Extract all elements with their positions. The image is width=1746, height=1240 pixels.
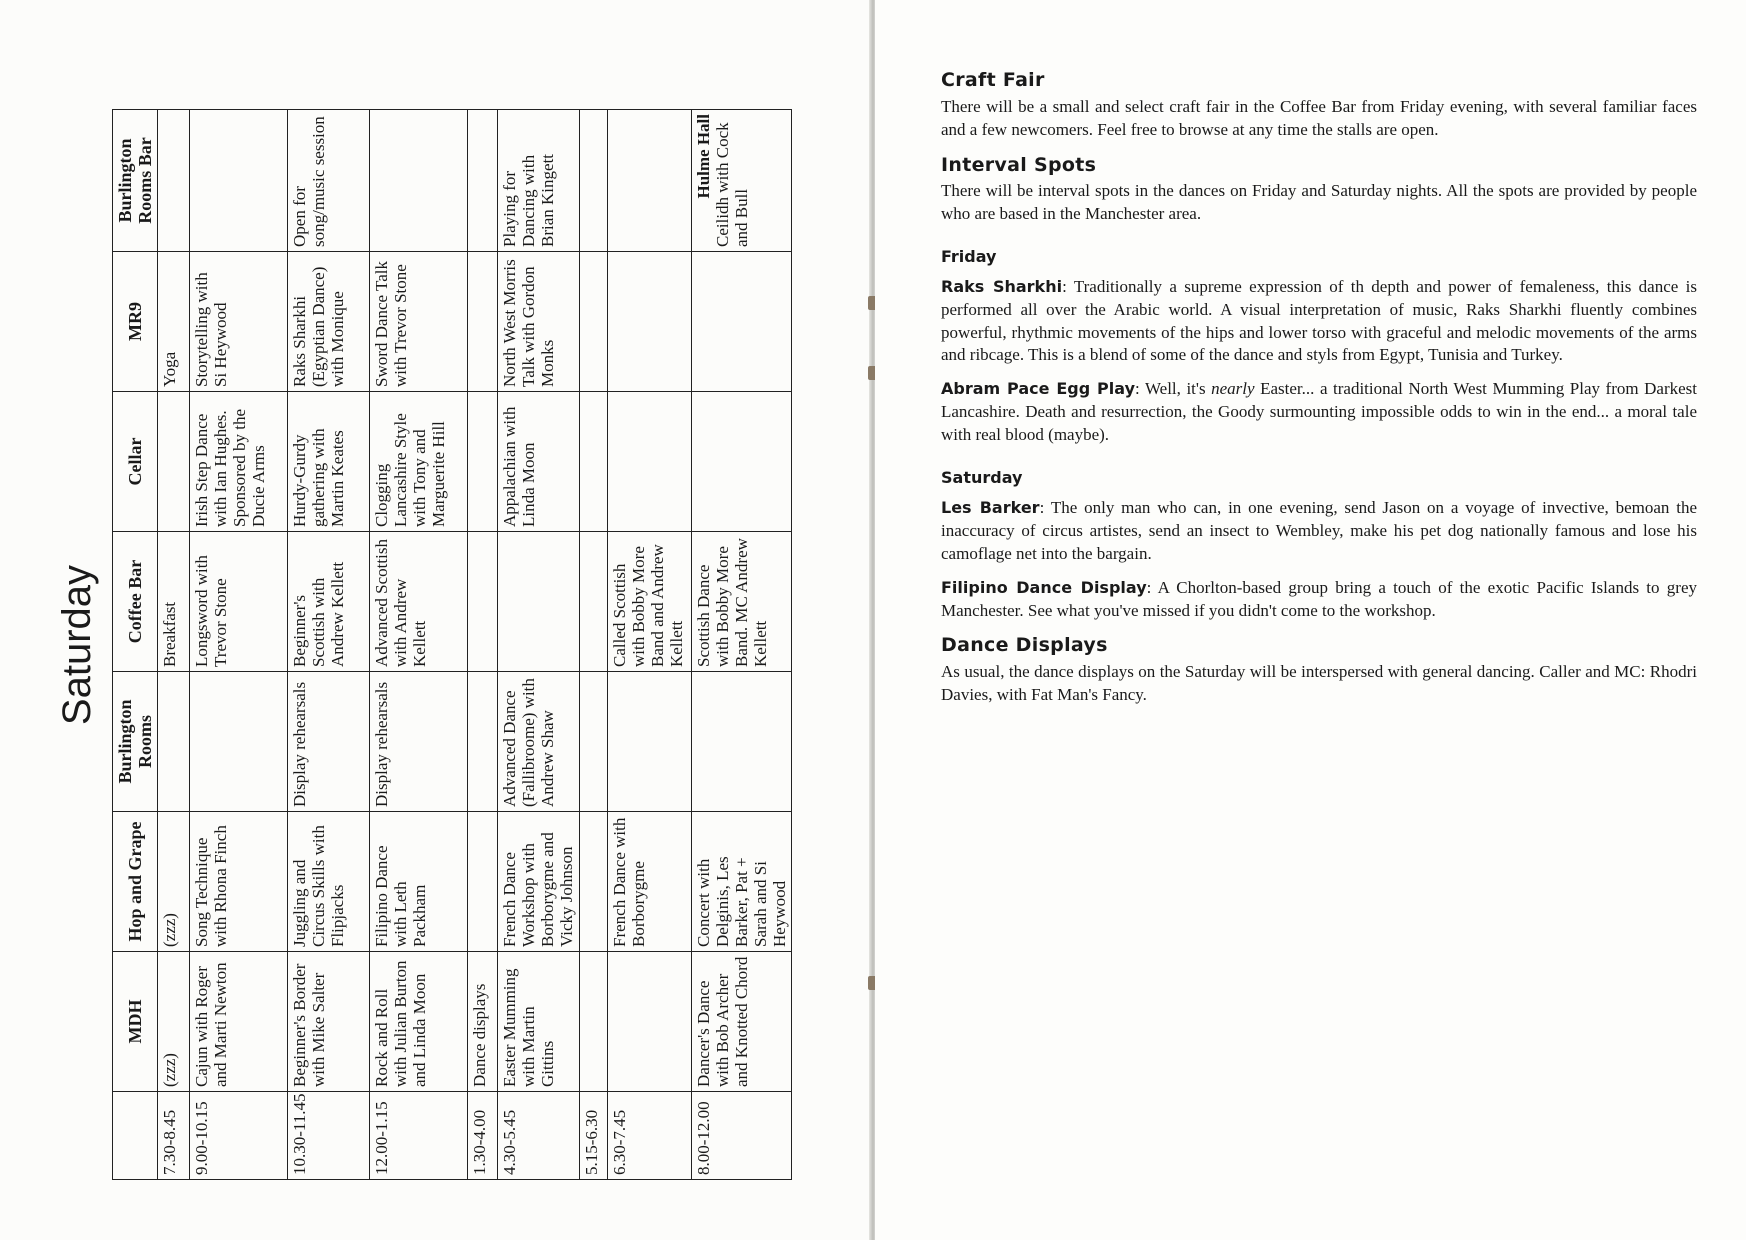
time-cell: 5.15-6.30 [580, 1092, 608, 1180]
table-row [288, 110, 370, 1180]
burlington-cell: Display rehearsals [288, 672, 370, 812]
cellar-cell [608, 392, 692, 532]
cellar-cell: Hurdy-Gurdy gathering with Martin Keates [288, 392, 370, 532]
header-time [113, 1092, 158, 1180]
hulme-hall-title: Hulme Hall [694, 114, 714, 199]
time-cell: 8.00-12.00 [692, 1092, 792, 1180]
hulme-hall-event: Ceilidh with Cock and Bull [713, 122, 752, 247]
burlington-cell [580, 672, 608, 812]
table-row [370, 110, 468, 1180]
mr9-cell: Sword Dance Talk with Trevor Stone [370, 252, 468, 392]
time-cell: 4.30-5.45 [498, 1092, 580, 1180]
time-cell: 9.00-10.15 [190, 1092, 288, 1180]
raks-sharkhi-name: Raks Sharkhi [941, 276, 1063, 296]
filipino-paragraph [941, 577, 1697, 623]
coffee-cell: Breakfast [158, 532, 190, 672]
craft-fair-heading: Craft Fair [941, 69, 1045, 91]
mr9-cell [692, 252, 792, 392]
interval-spots-text: There will be interval spots in the dances on Friday and Saturday nights. All the spots are provided by people who are based in the Manchester area. [941, 181, 1697, 224]
hop-cell: Song Technique with Rhona Finch [190, 812, 288, 952]
filipino-text: : A Chorlton-based group bring a touch of the exotic Pacific Islands to grey Manchester. See what you've missed if you didn't come to the workshop. [941, 577, 1697, 620]
mr9-cell [580, 252, 608, 392]
hop-cell: (zzz) [158, 812, 190, 952]
mr9-cell: Yoga [158, 252, 190, 392]
cellar-cell: Appalachian with Linda Moon [498, 392, 580, 532]
mr9-cell: Raks Sharkhi (Egyptian Dance) with Monique [288, 252, 370, 392]
bar-cell: Open for song/music session [288, 110, 370, 252]
cellar-cell [158, 392, 190, 532]
mdh-cell: Dancer's Dance with Bob Archer and Knotted Chord [692, 952, 792, 1092]
abram-pace-egg-paragraph [941, 378, 1697, 447]
burlington-cell [608, 672, 692, 812]
mr9-cell [608, 252, 692, 392]
hop-cell: French Dance Workshop with Borborygme and Vicky Johnson [498, 812, 580, 952]
burlington-cell: Advanced Dance (Fallibroome) with Andrew Shaw [498, 672, 580, 812]
hop-cell [468, 812, 498, 952]
filipino-name: Filipino Dance Display [941, 577, 1147, 597]
dance-displays-text: As usual, the dance displays on the Saturday will be interspersed with general dancing. Caller and MC: Rhodri Davies, with Fat Man's Fancy. [941, 662, 1697, 705]
mdh-cell: Cajun with Roger and Marti Newton [190, 952, 288, 1092]
right-page [875, 0, 1746, 1240]
time-cell: 7.30-8.45 [158, 1092, 190, 1180]
burlington-cell [158, 672, 190, 812]
burlington-cell: Display rehearsals [370, 672, 468, 812]
left-page [0, 0, 870, 1240]
les-barker-paragraph [941, 497, 1697, 566]
schedule-table [112, 109, 792, 1180]
cellar-cell [468, 392, 498, 532]
mr9-cell [468, 252, 498, 392]
day-title: Saturday [55, 564, 99, 726]
table-row [608, 110, 692, 1180]
raks-sharkhi-paragraph [941, 276, 1697, 368]
mdh-cell: Rock and Roll with Julian Burton and Linda Moon [370, 952, 468, 1092]
table-row [158, 110, 190, 1180]
friday-heading: Friday [941, 247, 997, 267]
burlington-cell [468, 672, 498, 812]
burlington-cell [692, 672, 792, 812]
coffee-cell: Longsword with Trevor Stone [190, 532, 288, 672]
cellar-cell: Irish Step Dance with Ian Hughes. Sponsored by the Ducie Arms [190, 392, 288, 532]
coffee-cell [580, 532, 608, 672]
craft-fair-text: There will be a small and select craft fair in the Coffee Bar from Friday evening, with several familiar faces and a few newcomers. Feel free to browse at any time the stalls are open. [941, 96, 1697, 139]
burlington-cell [190, 672, 288, 812]
timetable-rotated [50, 110, 810, 1180]
header-mdh: MDH [113, 952, 158, 1092]
abram-text-part2: Easter... a traditional North West Mumming Play from Darkest Lancashire. Death and resurrection, the Goody surmounting impossible odds to win in the end... a moral tale with real blood (maybe). [941, 379, 1698, 445]
bar-cell [158, 110, 190, 252]
coffee-cell: Advanced Scottish with Andrew Kellett [370, 532, 468, 672]
hop-cell: French Dance with Borborygme [608, 812, 692, 952]
bar-cell: Playing for Dancing with Brian Kingett [498, 110, 580, 252]
mdh-cell: (zzz) [158, 952, 190, 1092]
table-row [190, 110, 288, 1180]
coffee-cell: Called Scottish with Bobby More Band and Andrew Kellett [608, 532, 692, 672]
header-burlington-rooms-bar: Burlington Rooms Bar [113, 110, 158, 252]
bar-cell [190, 110, 288, 252]
header-row [113, 110, 158, 1180]
les-barker-name: Les Barker [941, 497, 1040, 517]
bar-cell [580, 110, 608, 252]
time-cell: 10.30-11.45 [288, 1092, 370, 1180]
table-row [498, 110, 580, 1180]
abram-emphasis: nearly [1211, 379, 1255, 399]
hop-cell: Concert with Delginis, Les Barker, Pat + Sarah and Si Heywood [692, 812, 792, 952]
cellar-cell [692, 392, 792, 532]
coffee-cell [468, 532, 498, 672]
time-cell: 1.30-4.00 [468, 1092, 498, 1180]
hop-cell [580, 812, 608, 952]
table-row [468, 110, 498, 1180]
interval-spots-heading: Interval Spots [941, 153, 1097, 176]
table-row [580, 110, 608, 1180]
raks-sharkhi-text: : Traditionally a supreme expression of th depth and power of femaleness, this dance is performed all over the Arabic world. A visual interpretation of music, Raks Sharkhi fluently combines powerful, rhythmic movements of the hips and lower torso with graceful and melodic movements of the arms and ribcage. This is a blend of some of the dance and styls from Egypt, Tunisia and Turkey. [941, 276, 1697, 365]
hop-cell: Juggling and Circus Skills with Flipjacks [288, 812, 370, 952]
bar-cell [692, 110, 792, 252]
notes-content [941, 68, 1697, 718]
header-burlington-rooms: Burlington Rooms [113, 672, 158, 812]
mdh-cell: Easter Mumming with Martin Gittins [498, 952, 580, 1092]
mr9-cell: Storytelling with Si Heywood [190, 252, 288, 392]
time-cell: 12.00-1.15 [370, 1092, 468, 1180]
mdh-cell [580, 952, 608, 1092]
cellar-cell: Clogging Lancashire Style with Tony and Marguerite Hill [370, 392, 468, 532]
abram-text-part1: : Well, it's [1135, 379, 1212, 399]
cellar-cell [580, 392, 608, 532]
bar-cell [468, 110, 498, 252]
bar-cell [608, 110, 692, 252]
saturday-heading: Saturday [941, 468, 1023, 488]
hop-cell: Filipino Dance with Leth Packham [370, 812, 468, 952]
abram-pace-egg-name: Abram Pace Egg Play [941, 379, 1136, 399]
header-mr9: MR9 [113, 252, 158, 392]
header-coffee-bar: Coffee Bar [113, 532, 158, 672]
dance-displays-heading: Dance Displays [941, 634, 1108, 657]
mdh-cell: Beginner's Border with Mike Salter [288, 952, 370, 1092]
les-barker-text: : The only man who can, in one evening, send Jason on a voyage of invective, bemoan the inaccuracy of circus artistes, send an insect to Wembley, make his pet dog nationally famous and lose his camoflage net into the bargain. [941, 497, 1697, 563]
mdh-cell [608, 952, 692, 1092]
coffee-cell [498, 532, 580, 672]
header-hop-and-grape: Hop and Grape [113, 812, 158, 952]
coffee-cell: Beginner's Scottish with Andrew Kellett [288, 532, 370, 672]
time-cell: 6.30-7.45 [608, 1092, 692, 1180]
header-cellar: Cellar [113, 392, 158, 532]
table-row [692, 110, 792, 1180]
coffee-cell: Scottish Dance with Bobby More Band. MC Andrew Kellett [692, 532, 792, 672]
mdh-cell: Dance displays [468, 952, 498, 1092]
mr9-cell: North West Morris Talk with Gordon Monks [498, 252, 580, 392]
bar-cell [370, 110, 468, 252]
